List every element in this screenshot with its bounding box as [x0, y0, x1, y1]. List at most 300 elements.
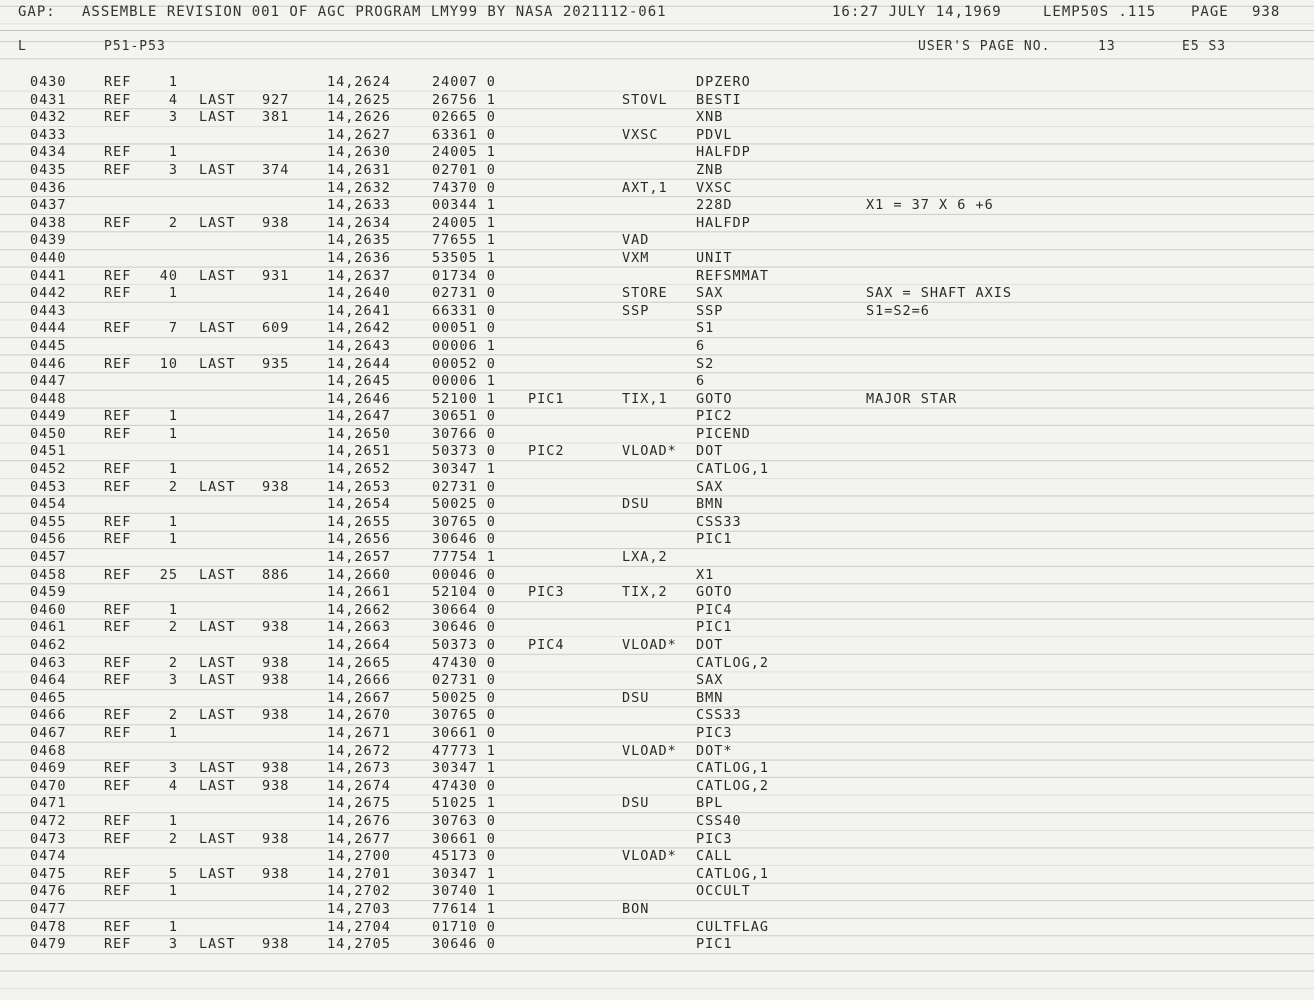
- operand: S1: [696, 320, 715, 337]
- address: 14,2705: [327, 936, 391, 953]
- line-number: 0440: [30, 249, 67, 266]
- last-keyword: LAST: [199, 865, 236, 882]
- address: 14,2647: [327, 408, 391, 425]
- ref-count: 2: [168, 214, 178, 231]
- ref-count: 5: [168, 865, 178, 882]
- listing-row: [0, 250, 1314, 268]
- ref-count: 4: [168, 777, 178, 794]
- operand: PIC2: [696, 408, 733, 425]
- operand: PICEND: [696, 425, 751, 442]
- listing-row: [0, 408, 1314, 426]
- ref-keyword: REF: [104, 724, 132, 741]
- address: 14,2630: [327, 144, 391, 161]
- listing-row: [0, 74, 1314, 92]
- operand: PIC3: [696, 830, 733, 847]
- line-number: 0467: [30, 724, 67, 741]
- octal-word: 30740 1: [432, 883, 496, 900]
- line-number: 0464: [30, 672, 67, 689]
- address: 14,2651: [327, 443, 391, 460]
- line-number: 0449: [30, 408, 67, 425]
- listing-row: [0, 848, 1314, 866]
- address: 14,2644: [327, 355, 391, 372]
- ref-count: 1: [168, 601, 178, 618]
- line-number: 0437: [30, 197, 67, 214]
- address: 14,2654: [327, 496, 391, 513]
- line-number: 0447: [30, 373, 67, 390]
- address: 14,2701: [327, 865, 391, 882]
- last-page: 938: [262, 214, 290, 231]
- octal-word: 74370 0: [432, 179, 496, 196]
- address: 14,2657: [327, 549, 391, 566]
- listing-row: [0, 637, 1314, 655]
- address: 14,2624: [327, 74, 391, 90]
- ref-keyword: REF: [104, 74, 132, 90]
- ref-keyword: REF: [104, 654, 132, 671]
- octal-word: 51025 1: [432, 795, 496, 812]
- listing-row: [0, 479, 1314, 497]
- line-number: 0477: [30, 900, 67, 917]
- address: 14,2645: [327, 373, 391, 390]
- listing-row: [0, 303, 1314, 321]
- opcode: DSU: [622, 795, 650, 812]
- operand: CATLOG,1: [696, 461, 770, 478]
- address: 14,2670: [327, 707, 391, 724]
- address: 14,2665: [327, 654, 391, 671]
- last-keyword: LAST: [199, 830, 236, 847]
- address: 14,2655: [327, 513, 391, 530]
- line-number: 0459: [30, 584, 67, 601]
- label: PIC2: [528, 443, 565, 460]
- last-keyword: LAST: [199, 707, 236, 724]
- octal-word: 50373 0: [432, 637, 496, 653]
- users-page-number: 13: [1098, 39, 1116, 54]
- operand: CALL: [696, 848, 733, 865]
- operand: DOT: [696, 443, 724, 460]
- operand: CULTFLAG: [696, 918, 770, 935]
- operand: DOT: [696, 637, 724, 653]
- octal-word: 77655 1: [432, 232, 496, 249]
- octal-word: 30664 0: [432, 601, 496, 618]
- last-page: 931: [262, 267, 290, 284]
- operand: CSS33: [696, 513, 742, 530]
- opcode: STORE: [622, 285, 668, 302]
- octal-word: 00006 1: [432, 337, 496, 354]
- l-marker: L: [18, 39, 27, 54]
- line-number: 0439: [30, 232, 67, 249]
- line-number: 0461: [30, 619, 67, 636]
- operand: GOTO: [696, 390, 733, 407]
- line-number: 0462: [30, 637, 67, 653]
- address: 14,2661: [327, 584, 391, 601]
- last-keyword: LAST: [199, 619, 236, 636]
- address: 14,2641: [327, 302, 391, 319]
- ref-keyword: REF: [104, 144, 132, 161]
- listing-row: [0, 584, 1314, 602]
- opcode: LXA,2: [622, 549, 668, 566]
- address: 14,2653: [327, 478, 391, 495]
- octal-word: 02731 0: [432, 285, 496, 302]
- last-page: 938: [262, 672, 290, 689]
- ref-count: 1: [168, 461, 178, 478]
- line-number: 0463: [30, 654, 67, 671]
- label: PIC4: [528, 637, 565, 653]
- line-number: 0451: [30, 443, 67, 460]
- opcode: DSU: [622, 496, 650, 513]
- last-keyword: LAST: [199, 478, 236, 495]
- line-number: 0473: [30, 830, 67, 847]
- opcode: VXM: [622, 249, 650, 266]
- address: 14,2650: [327, 425, 391, 442]
- listing-row: [0, 232, 1314, 250]
- operand: 6: [696, 373, 706, 390]
- ref-keyword: REF: [104, 531, 132, 548]
- comment: SAX = SHAFT AXIS: [866, 285, 1013, 302]
- last-keyword: LAST: [199, 161, 236, 178]
- listing-row: [0, 461, 1314, 479]
- ref-count: 3: [168, 936, 178, 953]
- listing-row: [0, 743, 1314, 761]
- listing-row: [0, 813, 1314, 831]
- octal-word: 30347 1: [432, 865, 496, 882]
- ref-count: 3: [168, 760, 178, 777]
- line-number: 0432: [30, 109, 67, 126]
- last-page: 938: [262, 707, 290, 724]
- last-page: 381: [262, 109, 290, 126]
- ref-keyword: REF: [104, 707, 132, 724]
- listing-row: [0, 215, 1314, 233]
- operand: DPZERO: [696, 74, 751, 90]
- ref-count: 2: [168, 707, 178, 724]
- line-number: 0433: [30, 126, 67, 143]
- line-number: 0441: [30, 267, 67, 284]
- operand: CATLOG,1: [696, 760, 770, 777]
- ref-count: 40: [159, 267, 178, 284]
- address: 14,2704: [327, 918, 391, 935]
- ref-count: 4: [168, 91, 178, 108]
- ref-count: 2: [168, 654, 178, 671]
- octal-word: 53505 1: [432, 249, 496, 266]
- line-number: 0472: [30, 812, 67, 829]
- opcode: STOVL: [622, 91, 668, 108]
- address: 14,2666: [327, 672, 391, 689]
- octal-word: 26756 1: [432, 91, 496, 108]
- operand: PIC1: [696, 936, 733, 953]
- operand: CSS40: [696, 812, 742, 829]
- listing-row: [0, 707, 1314, 725]
- ref-count: 25: [159, 566, 178, 583]
- line-number: 0436: [30, 179, 67, 196]
- ref-keyword: REF: [104, 865, 132, 882]
- line-number: 0454: [30, 496, 67, 513]
- operand: SAX: [696, 285, 724, 302]
- line-number: 0430: [30, 74, 67, 90]
- operand: HALFDP: [696, 144, 751, 161]
- listing-row: [0, 391, 1314, 409]
- operand: CATLOG,2: [696, 654, 770, 671]
- operand: DOT*: [696, 742, 733, 759]
- last-keyword: LAST: [199, 355, 236, 372]
- ref-keyword: REF: [104, 214, 132, 231]
- listing-row: [0, 655, 1314, 673]
- last-keyword: LAST: [199, 320, 236, 337]
- opcode: TIX,1: [622, 390, 668, 407]
- operand: PIC1: [696, 619, 733, 636]
- line-number: 0442: [30, 285, 67, 302]
- octal-word: 30347 1: [432, 461, 496, 478]
- octal-word: 00046 0: [432, 566, 496, 583]
- octal-word: 63361 0: [432, 126, 496, 143]
- listing-row: [0, 725, 1314, 743]
- ref-keyword: REF: [104, 355, 132, 372]
- opcode: VLOAD*: [622, 848, 677, 865]
- address: 14,2672: [327, 742, 391, 759]
- line-number: 0446: [30, 355, 67, 372]
- comment: S1=S2=6: [866, 302, 930, 319]
- line-number: 0476: [30, 883, 67, 900]
- opcode: TIX,2: [622, 584, 668, 601]
- octal-word: 00051 0: [432, 320, 496, 337]
- octal-word: 30765 0: [432, 513, 496, 530]
- address: 14,2633: [327, 197, 391, 214]
- operand: S2: [696, 355, 715, 372]
- octal-word: 52104 0: [432, 584, 496, 601]
- line-number: 0438: [30, 214, 67, 231]
- users-page-label: USER'S PAGE NO.: [918, 39, 1051, 54]
- label: PIC1: [528, 390, 565, 407]
- ref-count: 3: [168, 672, 178, 689]
- address: 14,2632: [327, 179, 391, 196]
- last-page: 886: [262, 566, 290, 583]
- address: 14,2667: [327, 689, 391, 706]
- ref-keyword: REF: [104, 109, 132, 126]
- operand: X1: [696, 566, 715, 583]
- ref-keyword: REF: [104, 566, 132, 583]
- address: 14,2634: [327, 214, 391, 231]
- listing-row: [0, 936, 1314, 954]
- last-page: 374: [262, 161, 290, 178]
- address: 14,2646: [327, 390, 391, 407]
- listing-row: [0, 690, 1314, 708]
- line-number: 0475: [30, 865, 67, 882]
- octal-word: 02731 0: [432, 672, 496, 689]
- listing-row: [0, 672, 1314, 690]
- operand: PIC4: [696, 601, 733, 618]
- octal-word: 77754 1: [432, 549, 496, 566]
- line-number: 0435: [30, 161, 67, 178]
- listing-row: [0, 443, 1314, 461]
- operand: 6: [696, 337, 706, 354]
- opcode: VLOAD*: [622, 443, 677, 460]
- line-number: 0431: [30, 91, 67, 108]
- opcode: VLOAD*: [622, 637, 677, 653]
- address: 14,2702: [327, 883, 391, 900]
- line-number: 0450: [30, 425, 67, 442]
- last-page: 938: [262, 865, 290, 882]
- address: 14,2676: [327, 812, 391, 829]
- last-keyword: LAST: [199, 566, 236, 583]
- listing-row: [0, 268, 1314, 286]
- operand: GOTO: [696, 584, 733, 601]
- octal-word: 00344 1: [432, 197, 496, 214]
- ref-keyword: REF: [104, 601, 132, 618]
- comment: X1 = 37 X 6 +6: [866, 197, 994, 214]
- octal-word: 30661 0: [432, 724, 496, 741]
- listing-row: [0, 514, 1314, 532]
- listing-row: [0, 373, 1314, 391]
- operand: BESTI: [696, 91, 742, 108]
- line-number: 0444: [30, 320, 67, 337]
- octal-word: 50025 0: [432, 689, 496, 706]
- operand: PIC1: [696, 531, 733, 548]
- listing-row: [0, 883, 1314, 901]
- line-number: 0465: [30, 689, 67, 706]
- opcode: DSU: [622, 689, 650, 706]
- lemp-code: LEMP50S .115: [1043, 4, 1157, 20]
- assembly-title: ASSEMBLE REVISION 001 OF AGC PROGRAM LMY99 BY NASA 2021112-061: [82, 4, 667, 20]
- octal-word: 01734 0: [432, 267, 496, 284]
- last-page: 927: [262, 91, 290, 108]
- octal-word: 30347 1: [432, 760, 496, 777]
- last-page: 938: [262, 777, 290, 794]
- ref-keyword: REF: [104, 918, 132, 935]
- operand: CSS33: [696, 707, 742, 724]
- opcode: AXT,1: [622, 179, 668, 196]
- opcode: VXSC: [622, 126, 659, 143]
- ref-count: 1: [168, 513, 178, 530]
- octal-word: 52100 1: [432, 390, 496, 407]
- line-number: 0452: [30, 461, 67, 478]
- ref-count: 1: [168, 883, 178, 900]
- octal-word: 01710 0: [432, 918, 496, 935]
- address: 14,2674: [327, 777, 391, 794]
- ref-keyword: REF: [104, 883, 132, 900]
- last-page: 938: [262, 478, 290, 495]
- line-number: 0453: [30, 478, 67, 495]
- ref-count: 2: [168, 478, 178, 495]
- operand: PIC3: [696, 724, 733, 741]
- ref-keyword: REF: [104, 619, 132, 636]
- operand: OCCULT: [696, 883, 751, 900]
- octal-word: 24005 1: [432, 144, 496, 161]
- listing-row: [0, 127, 1314, 145]
- operand: SAX: [696, 672, 724, 689]
- listing-table: [0, 74, 1314, 954]
- octal-word: 45173 0: [432, 848, 496, 865]
- label: PIC3: [528, 584, 565, 601]
- operand: UNIT: [696, 249, 733, 266]
- operand: BMN: [696, 689, 724, 706]
- timestamp: 16:27 JULY 14,1969: [832, 4, 1002, 20]
- listing-row: [0, 320, 1314, 338]
- octal-word: 00052 0: [432, 355, 496, 372]
- last-page: 938: [262, 830, 290, 847]
- ref-keyword: REF: [104, 936, 132, 953]
- opcode: SSP: [622, 302, 650, 319]
- last-keyword: LAST: [199, 654, 236, 671]
- operand: CATLOG,1: [696, 865, 770, 882]
- ref-keyword: REF: [104, 672, 132, 689]
- operand: BMN: [696, 496, 724, 513]
- page-number: 938: [1252, 4, 1281, 20]
- last-keyword: LAST: [199, 760, 236, 777]
- ref-keyword: REF: [104, 320, 132, 337]
- address: 14,2677: [327, 830, 391, 847]
- ref-count: 1: [168, 812, 178, 829]
- listing-row: [0, 109, 1314, 127]
- opcode: VLOAD*: [622, 742, 677, 759]
- ref-keyword: REF: [104, 267, 132, 284]
- operand: ZNB: [696, 161, 724, 178]
- ref-count: 1: [168, 918, 178, 935]
- page-label: PAGE: [1191, 4, 1229, 20]
- line-number: 0448: [30, 390, 67, 407]
- ref-count: 3: [168, 109, 178, 126]
- address: 14,2635: [327, 232, 391, 249]
- line-number: 0434: [30, 144, 67, 161]
- last-page: 938: [262, 936, 290, 953]
- octal-word: 50025 0: [432, 496, 496, 513]
- operand: REFSMMAT: [696, 267, 770, 284]
- line-number: 0466: [30, 707, 67, 724]
- listing-row: [0, 531, 1314, 549]
- listing-row: [0, 549, 1314, 567]
- octal-word: 30766 0: [432, 425, 496, 442]
- last-page: 935: [262, 355, 290, 372]
- address: 14,2663: [327, 619, 391, 636]
- listing-row: [0, 831, 1314, 849]
- address: 14,2643: [327, 337, 391, 354]
- address: 14,2656: [327, 531, 391, 548]
- ref-keyword: REF: [104, 777, 132, 794]
- octal-word: 47773 1: [432, 742, 496, 759]
- octal-word: 50373 0: [432, 443, 496, 460]
- operand: 228D: [696, 197, 733, 214]
- ref-count: 10: [159, 355, 178, 372]
- opcode: VAD: [622, 232, 650, 249]
- listing-row: [0, 778, 1314, 796]
- octal-word: 47430 0: [432, 777, 496, 794]
- ref-count: 1: [168, 285, 178, 302]
- listing-row: [0, 866, 1314, 884]
- last-keyword: LAST: [199, 936, 236, 953]
- octal-word: 30651 0: [432, 408, 496, 425]
- octal-word: 30646 0: [432, 619, 496, 636]
- address: 14,2700: [327, 848, 391, 865]
- address: 14,2652: [327, 461, 391, 478]
- line-number: 0478: [30, 918, 67, 935]
- opcode: BON: [622, 900, 650, 917]
- address: 14,2625: [327, 91, 391, 108]
- operand: BPL: [696, 795, 724, 812]
- section-code: E5 S3: [1182, 39, 1227, 54]
- listing-row: [0, 285, 1314, 303]
- last-keyword: LAST: [199, 777, 236, 794]
- listing-row: [0, 197, 1314, 215]
- address: 14,2626: [327, 109, 391, 126]
- line-number: 0457: [30, 549, 67, 566]
- octal-word: 24007 0: [432, 74, 496, 90]
- operand: SSP: [696, 302, 724, 319]
- ref-count: 1: [168, 724, 178, 741]
- octal-word: 02731 0: [432, 478, 496, 495]
- address: 14,2637: [327, 267, 391, 284]
- operand: HALFDP: [696, 214, 751, 231]
- octal-word: 30661 0: [432, 830, 496, 847]
- last-keyword: LAST: [199, 91, 236, 108]
- listing-row: [0, 180, 1314, 198]
- ref-keyword: REF: [104, 408, 132, 425]
- gap-label: GAP:: [18, 4, 56, 20]
